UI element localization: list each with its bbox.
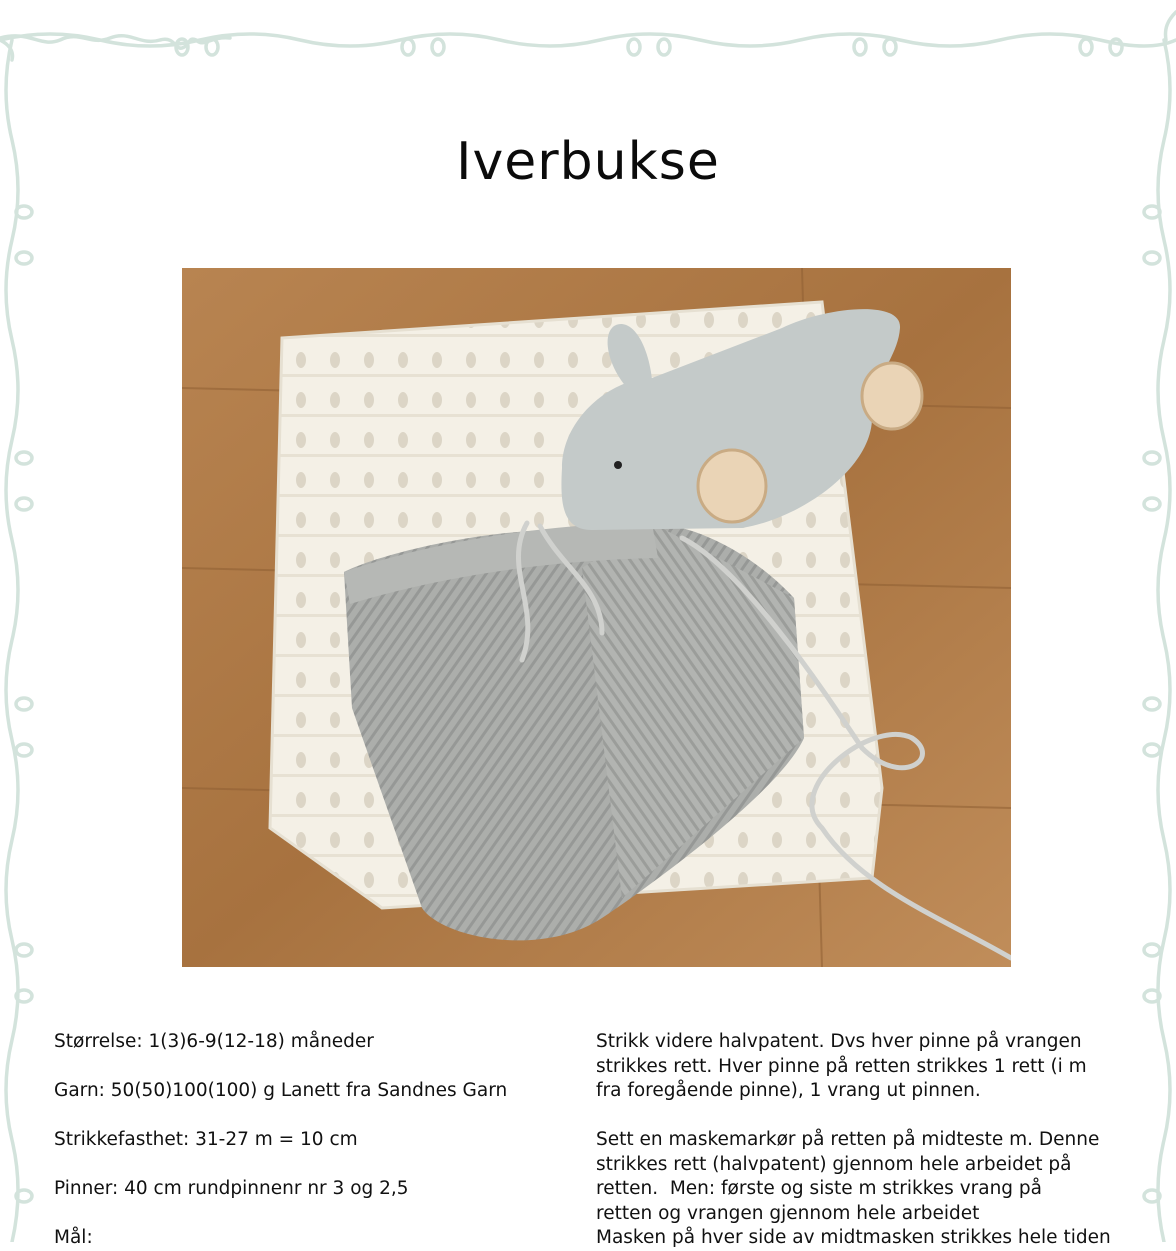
measurements-line: Mål: xyxy=(54,1227,93,1248)
product-photo xyxy=(182,268,1011,967)
page-title: Iverbukse xyxy=(456,132,720,192)
top-border-curl xyxy=(0,36,230,48)
knitted-baby-shorts-photo-icon xyxy=(182,268,1011,967)
pattern-instructions xyxy=(596,1030,1116,1251)
top-border xyxy=(0,12,1176,60)
instruction-paragraph-2: Sett en maskemarkør på retten på midteste m. Denne strikkes rett (halvpatent) gjennom hele arbeidet på retten. Men: første og siste m strikkes vrang på retten og vrangen gjennom hele arbeidet Masken på hver side av midtmasken strikkes hele tiden xyxy=(596,1129,1111,1248)
gauge-line: Strikkefasthet: 31-27 m = 10 cm xyxy=(54,1129,358,1150)
pattern-specs xyxy=(54,1030,554,1251)
size-line: Størrelse: 1(3)6-9(12-18) måneder xyxy=(54,1031,374,1052)
needles-line: Pinner: 40 cm rundpinnenr nr 3 og 2,5 xyxy=(54,1178,409,1199)
instruction-paragraph-1: Strikk videre halvpatent. Dvs hver pinne på vrangen strikkes rett. Hver pinne på retten strikkes 1 rett (i m fra foregående pinne), 1 vrang ut pinnen. xyxy=(596,1031,1087,1101)
right-border xyxy=(1144,40,1170,1242)
left-border xyxy=(6,40,32,1242)
yarn-line: Garn: 50(50)100(100) g Lanett fra Sandnes Garn xyxy=(54,1080,508,1101)
